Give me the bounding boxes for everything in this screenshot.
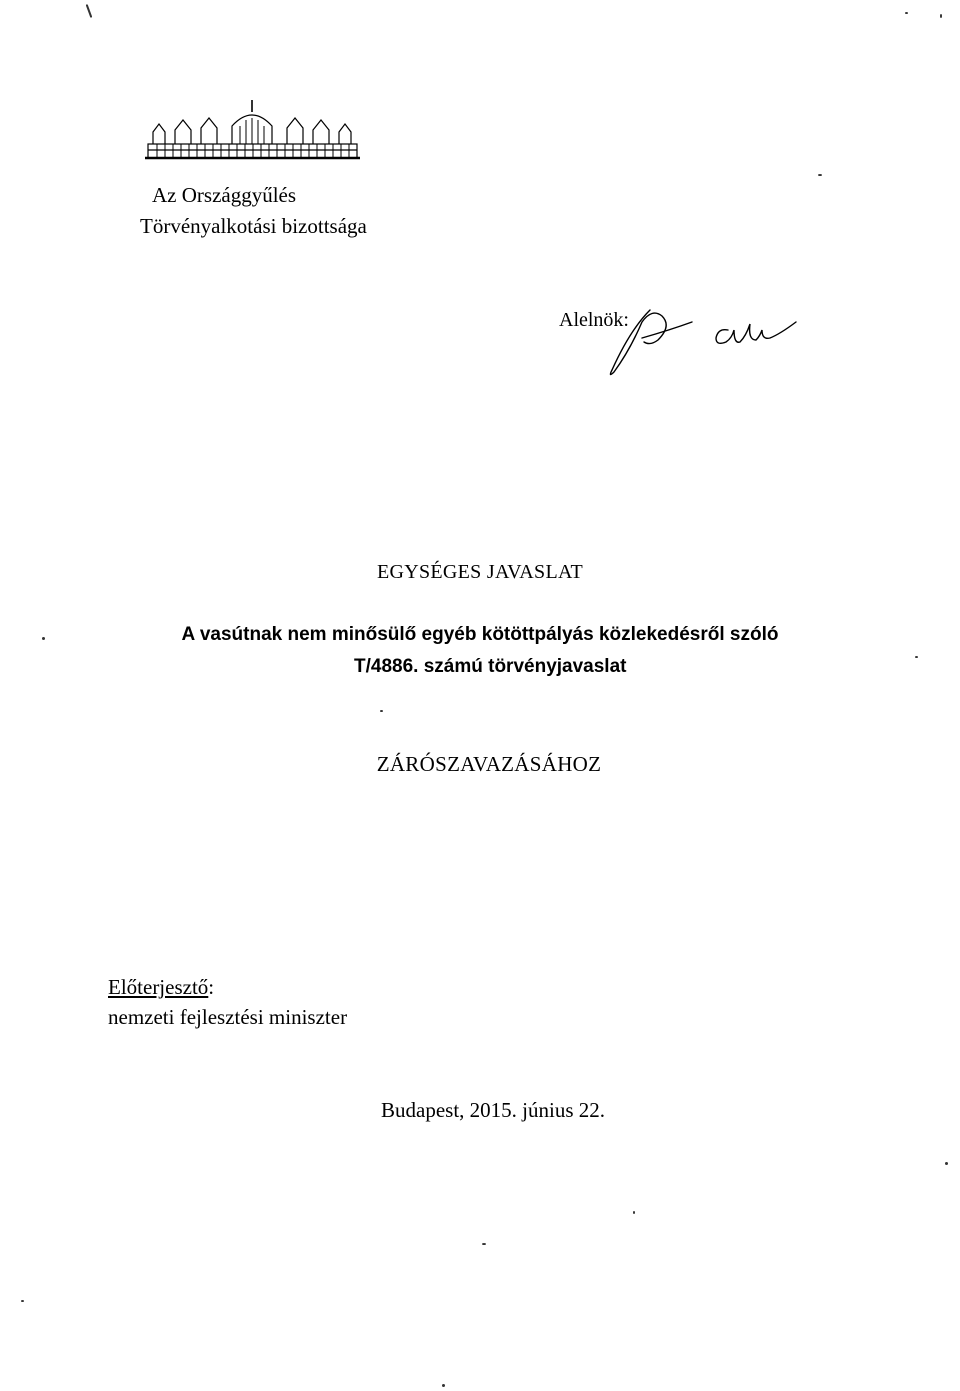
organization-name: Az Országgyűlés (152, 183, 297, 207)
scan-speck (915, 656, 918, 658)
scan-speck (442, 1384, 445, 1387)
parliament-logo (145, 100, 360, 162)
document-purpose: ZÁRÓSZAVAZÁSÁHOZ (376, 752, 602, 776)
presenter-label (108, 975, 214, 1000)
subject-line-1: A vasútnak nem minősülő egyéb kötöttpályás közlekedésről szóló (181, 624, 779, 645)
scan-speck (940, 14, 942, 18)
scan-speck (86, 4, 93, 18)
scan-speck (42, 637, 45, 640)
presenter-label-text: Előterjesztő (108, 975, 209, 999)
scan-speck (818, 174, 822, 176)
committee-name: Törvényalkotási bizottsága (140, 214, 367, 238)
presenter-label-colon: : (208, 975, 215, 999)
document-heading: EGYSÉGES JAVASLAT (376, 561, 584, 583)
handwritten-signature (600, 300, 800, 380)
vice-chair-label: Alelnök: (559, 309, 629, 331)
scan-speck (21, 1300, 24, 1302)
scan-speck (380, 710, 383, 712)
place-and-date: Budapest, 2015. június 22. (381, 1098, 605, 1122)
scan-speck (633, 1211, 635, 1214)
scan-speck (905, 12, 908, 14)
scan-speck (945, 1162, 948, 1165)
subject-line-2: T/4886. számú törvényjavaslat (354, 656, 627, 677)
presenter-name: nemzeti fejlesztési miniszter (108, 1005, 348, 1029)
scan-speck (482, 1243, 486, 1245)
